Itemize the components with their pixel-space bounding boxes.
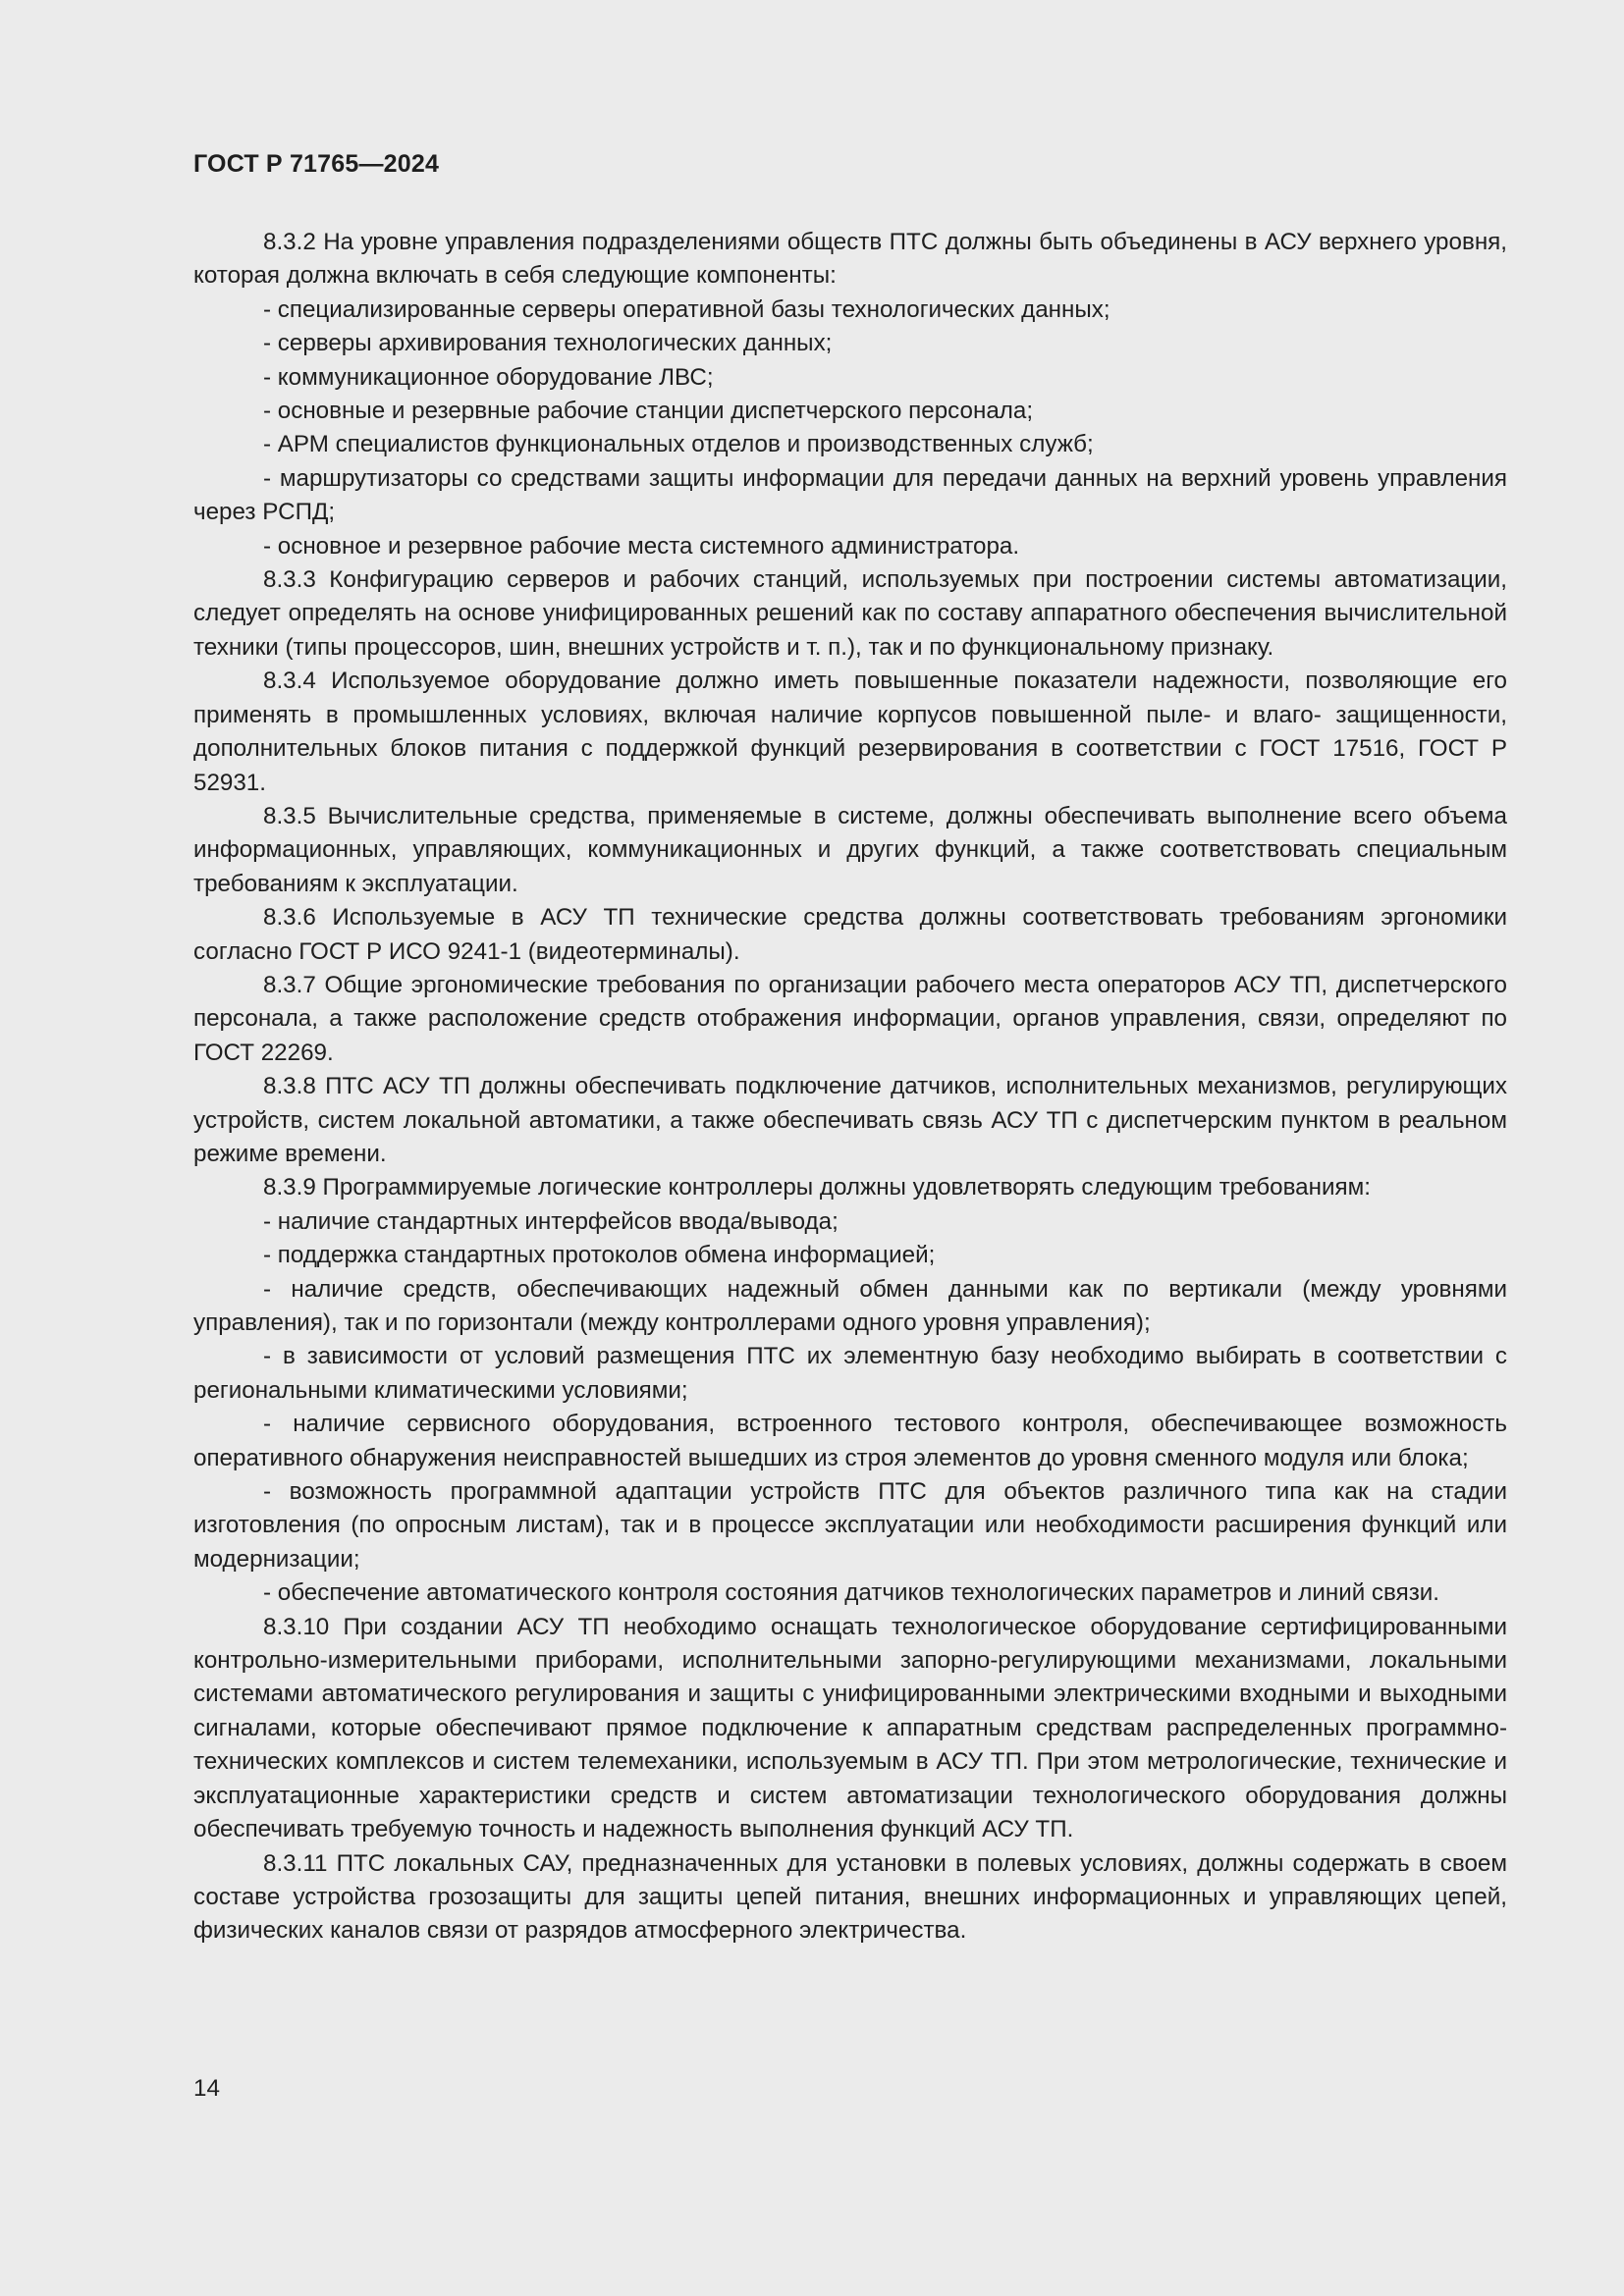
document-body [193, 226, 1507, 1949]
paragraph-8-3-3: 8.3.3 Конфигурацию серверов и рабочих станций, используемых при построении системы автоматизации, следует определять на основе унифицированных решений как по составу аппаратного обеспечения вычислительной техники (типы процессоров, шин, внешних устройств и т. п.), так и по функциональному признаку. [193, 566, 1507, 661]
list-item: - основные и резервные рабочие станции диспетчерского персонала; [263, 398, 1034, 425]
list-item: - маршрутизаторы со средствами защиты информации для передачи данных на верхний уровень управления через РСПД; [193, 464, 1507, 526]
list-item: - возможность программной адаптации устройств ПТС для объектов различного типа как на стадии изготовления (по опросным листам), так и в процессе эксплуатации или необходимости расширения функций или модернизации; [193, 1478, 1507, 1573]
list-item: - АРМ специалистов функциональных отделов и производственных служб; [263, 431, 1094, 458]
paragraph-8-3-11: 8.3.11 ПТС локальных САУ, предназначенных для установки в полевых условиях, должны содержать в своем составе устройства грозозащиты для защиты цепей питания, внешних информационных и управляющих цепей, физических каналов связи от разрядов атмосферного электричества. [193, 1849, 1507, 1945]
list-item: - поддержка стандартных протоколов обмена информацией; [263, 1242, 936, 1269]
paragraph-8-3-4: 8.3.4 Используемое оборудование должно иметь повышенные показатели надежности, позволяющие его применять в промышленных условиях, включая наличие корпусов повышенной пыле- и влаго- защищенности, дополнительных блоков питания с поддержкой функций резервирования в соответствии с ГОСТ 17516, ГОСТ Р 52931. [193, 667, 1507, 796]
list-item: - обеспечение автоматического контроля состояния датчиков технологических параметров и линий связи. [263, 1579, 1440, 1607]
paragraph-8-3-6: 8.3.6 Используемые в АСУ ТП технические средства должны соответствовать требованиям эргономики согласно ГОСТ Р ИСО 9241-1 (видеотерминалы). [193, 904, 1507, 965]
list-item: - наличие стандартных интерфейсов ввода/вывода; [263, 1207, 839, 1235]
paragraph-8-3-8: 8.3.8 ПТС АСУ ТП должны обеспечивать подключение датчиков, исполнительных механизмов, регулирующих устройств, систем локальной автоматики, а также обеспечивать связь АСУ ТП с диспетчерским пунктом в реальном режиме времени. [193, 1073, 1507, 1167]
paragraph-8-3-2: 8.3.2 На уровне управления подразделениями обществ ПТС должны быть объединены в АСУ верхнего уровня, которая должна включать в себя следующие компоненты: [193, 229, 1507, 290]
paragraph-8-3-10: 8.3.10 При создании АСУ ТП необходимо оснащать технологическое оборудование сертифицированными контрольно-измерительными приборами, исполнительными запорно-регулирующими механизмами, локальными системами автоматического регулирования и защиты с унифицированными электрическими входными и выходными сигналами, которые обеспечивают прямое подключение к аппаратным средствам распределенных программно-технических комплексов и систем телемеханики, используемым в АСУ ТП. При этом метрологические, технические и эксплуатационные характеристики средств и систем автоматизации технологического оборудования должны обеспечивать требуемую точность и надежность выполнения функций АСУ ТП. [193, 1613, 1507, 1843]
standard-header: ГОСТ Р 71765—2024 [193, 150, 440, 178]
paragraph-8-3-9: 8.3.9 Программируемые логические контроллеры должны удовлетворять следующим требованиям: [263, 1174, 1371, 1201]
paragraph-8-3-5: 8.3.5 Вычислительные средства, применяемые в системе, должны обеспечивать выполнение всего объема информационных, управляющих, коммуникационных и других функций, а также соответствовать специальным требованиям к эксплуатации. [193, 802, 1507, 897]
list-item: - серверы архивирования технологических данных; [263, 330, 833, 357]
paragraph-8-3-7: 8.3.7 Общие эргономические требования по организации рабочего места операторов АСУ ТП, диспетчерского персонала, а также расположение средств отображения информации, органов управления, связи, определяют по ГОСТ 22269. [193, 971, 1507, 1066]
list-item: - коммуникационное оборудование ЛВС; [263, 363, 714, 391]
list-item: - наличие сервисного оборудования, встроенного тестового контроля, обеспечивающее возможность оперативного обнаружения неисправностей вышедших из строя элементов до уровня сменного модуля или блока; [193, 1411, 1507, 1471]
list-item: - основное и резервное рабочие места системного администратора. [263, 532, 1020, 560]
list-item: - специализированные серверы оперативной базы технологических данных; [263, 295, 1110, 323]
list-item: - в зависимости от условий размещения ПТС их элементную базу необходимо выбирать в соответствии с региональными климатическими условиями; [193, 1343, 1507, 1404]
list-item: - наличие средств, обеспечивающих надежный обмен данными как по вертикали (между уровнями управления), так и по горизонтали (между контроллерами одного уровня управления); [193, 1275, 1507, 1336]
page-number: 14 [193, 2075, 220, 2102]
